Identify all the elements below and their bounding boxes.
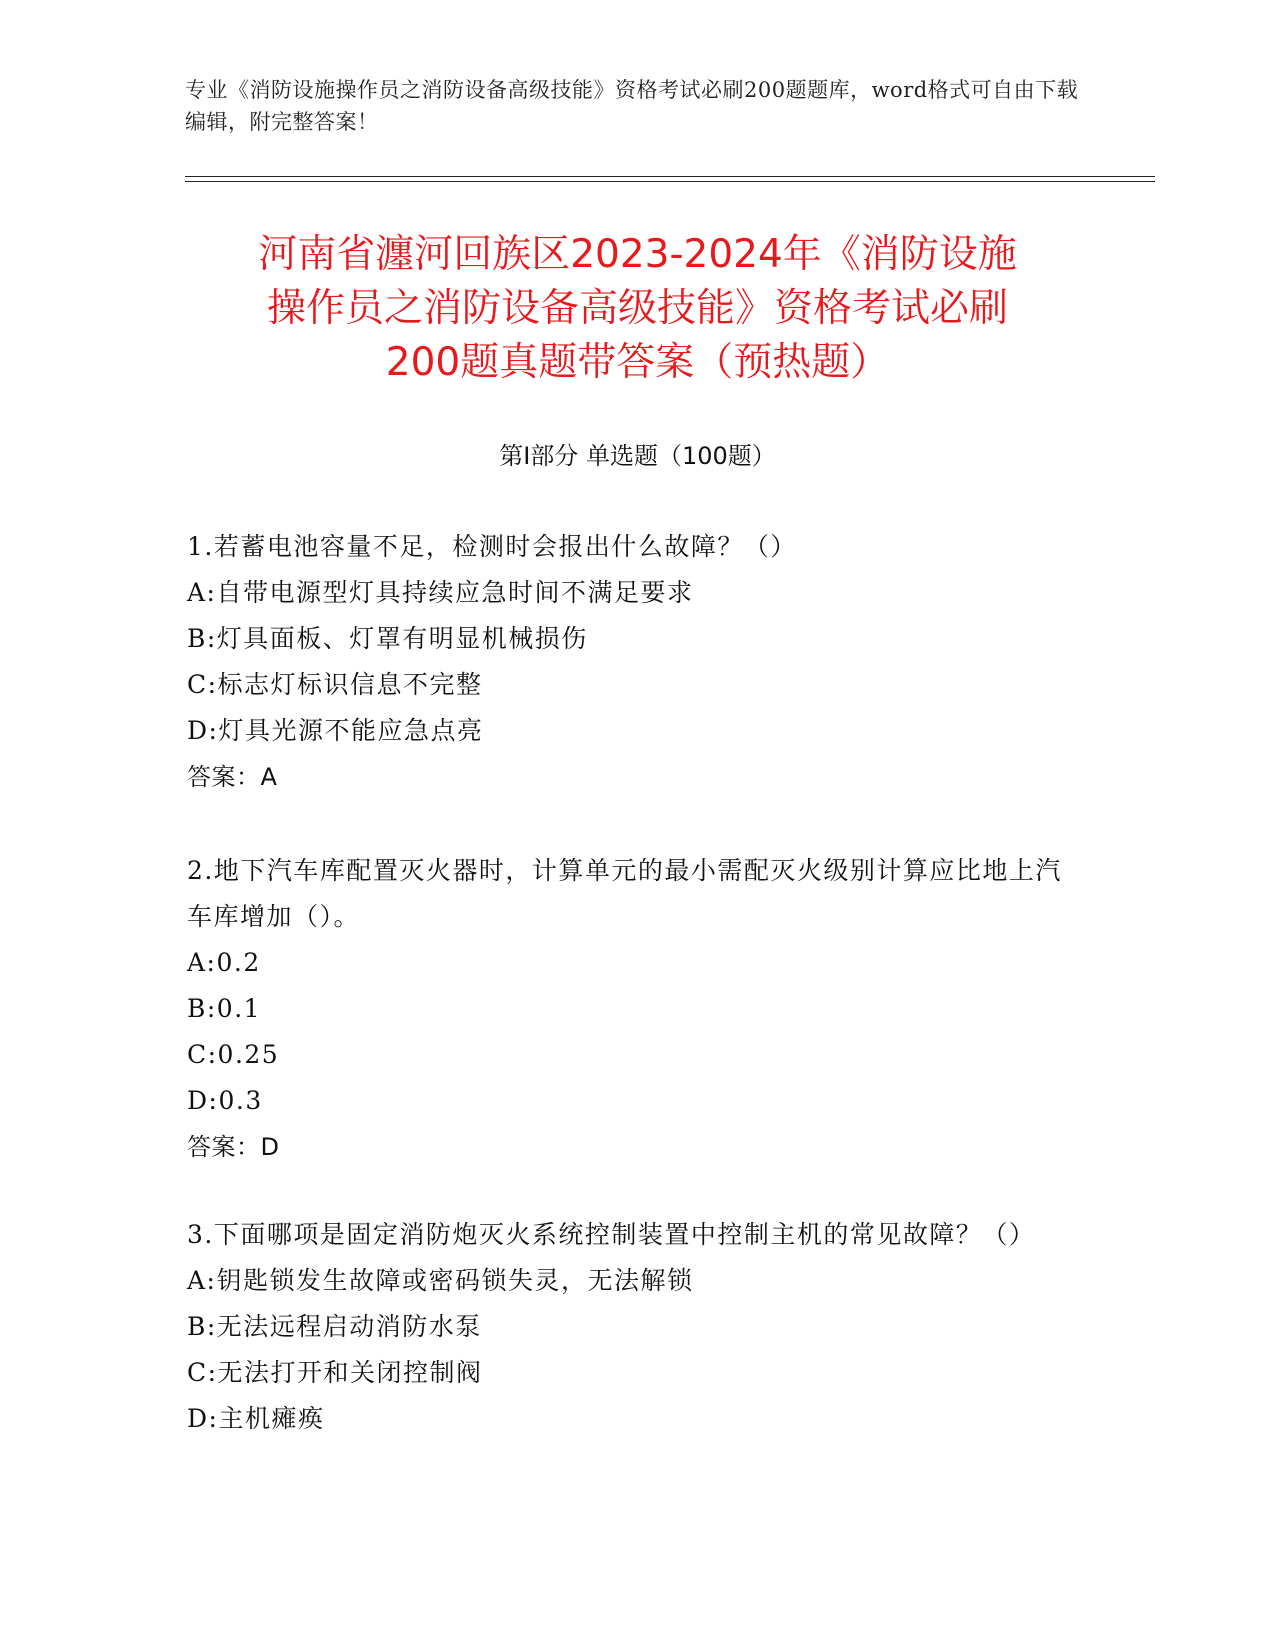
section-heading: 第I部分 单选题（100题） <box>499 442 776 470</box>
title-line-2: 操作员之消防设备高级技能》资格考试必刷 <box>266 286 1008 331</box>
document-title <box>185 228 1090 390</box>
option-a: A:钥匙锁发生故障或密码锁失灵，无法解锁 <box>187 1266 694 1295</box>
option-c: C:0.25 <box>187 1040 280 1069</box>
option-a: A:自带电源型灯具持续应急时间不满足要求 <box>187 578 694 607</box>
question-stem: 1.若蓄电池容量不足，检测时会报出什么故障？（） <box>187 532 797 561</box>
question-stem: 2.地下汽车库配置灭火器时，计算单元的最小需配灭火级别计算应比地上汽车库增加（）。 <box>187 856 1062 931</box>
question-1 <box>187 524 1067 800</box>
title-line-3: 200题真题带答案（预热题） <box>385 340 890 385</box>
option-d: D:灯具光源不能应急点亮 <box>187 716 484 745</box>
header-divider-top <box>185 176 1155 177</box>
header-divider-bottom <box>185 181 1155 182</box>
title-line-1: 河南省瀍河回族区2023-2024年《消防设施 <box>258 232 1017 277</box>
header-note: 专业《消防设施操作员之消防设备高级技能》资格考试必刷200题题库，word格式可自由下载编辑，附完整答案！ <box>185 78 1079 134</box>
question-stem: 3.下面哪项是固定消防炮灭火系统控制装置中控制主机的常见故障？（） <box>187 1220 1036 1249</box>
option-a: A:0.2 <box>187 948 261 977</box>
answer-line: 答案：D <box>187 1133 280 1161</box>
option-d: D:0.3 <box>187 1086 263 1115</box>
option-c: C:无法打开和关闭控制阀 <box>187 1358 483 1387</box>
option-c: C:标志灯标识信息不完整 <box>187 670 483 699</box>
option-b: B:灯具面板、灯罩有明显机械损伤 <box>187 624 588 653</box>
question-3 <box>187 1212 1067 1442</box>
question-2 <box>187 848 1067 1170</box>
answer-line: 答案：A <box>187 763 278 791</box>
option-d: D:主机瘫痪 <box>187 1404 325 1433</box>
option-b: B:无法远程启动消防水泵 <box>187 1312 482 1341</box>
option-b: B:0.1 <box>187 994 262 1023</box>
